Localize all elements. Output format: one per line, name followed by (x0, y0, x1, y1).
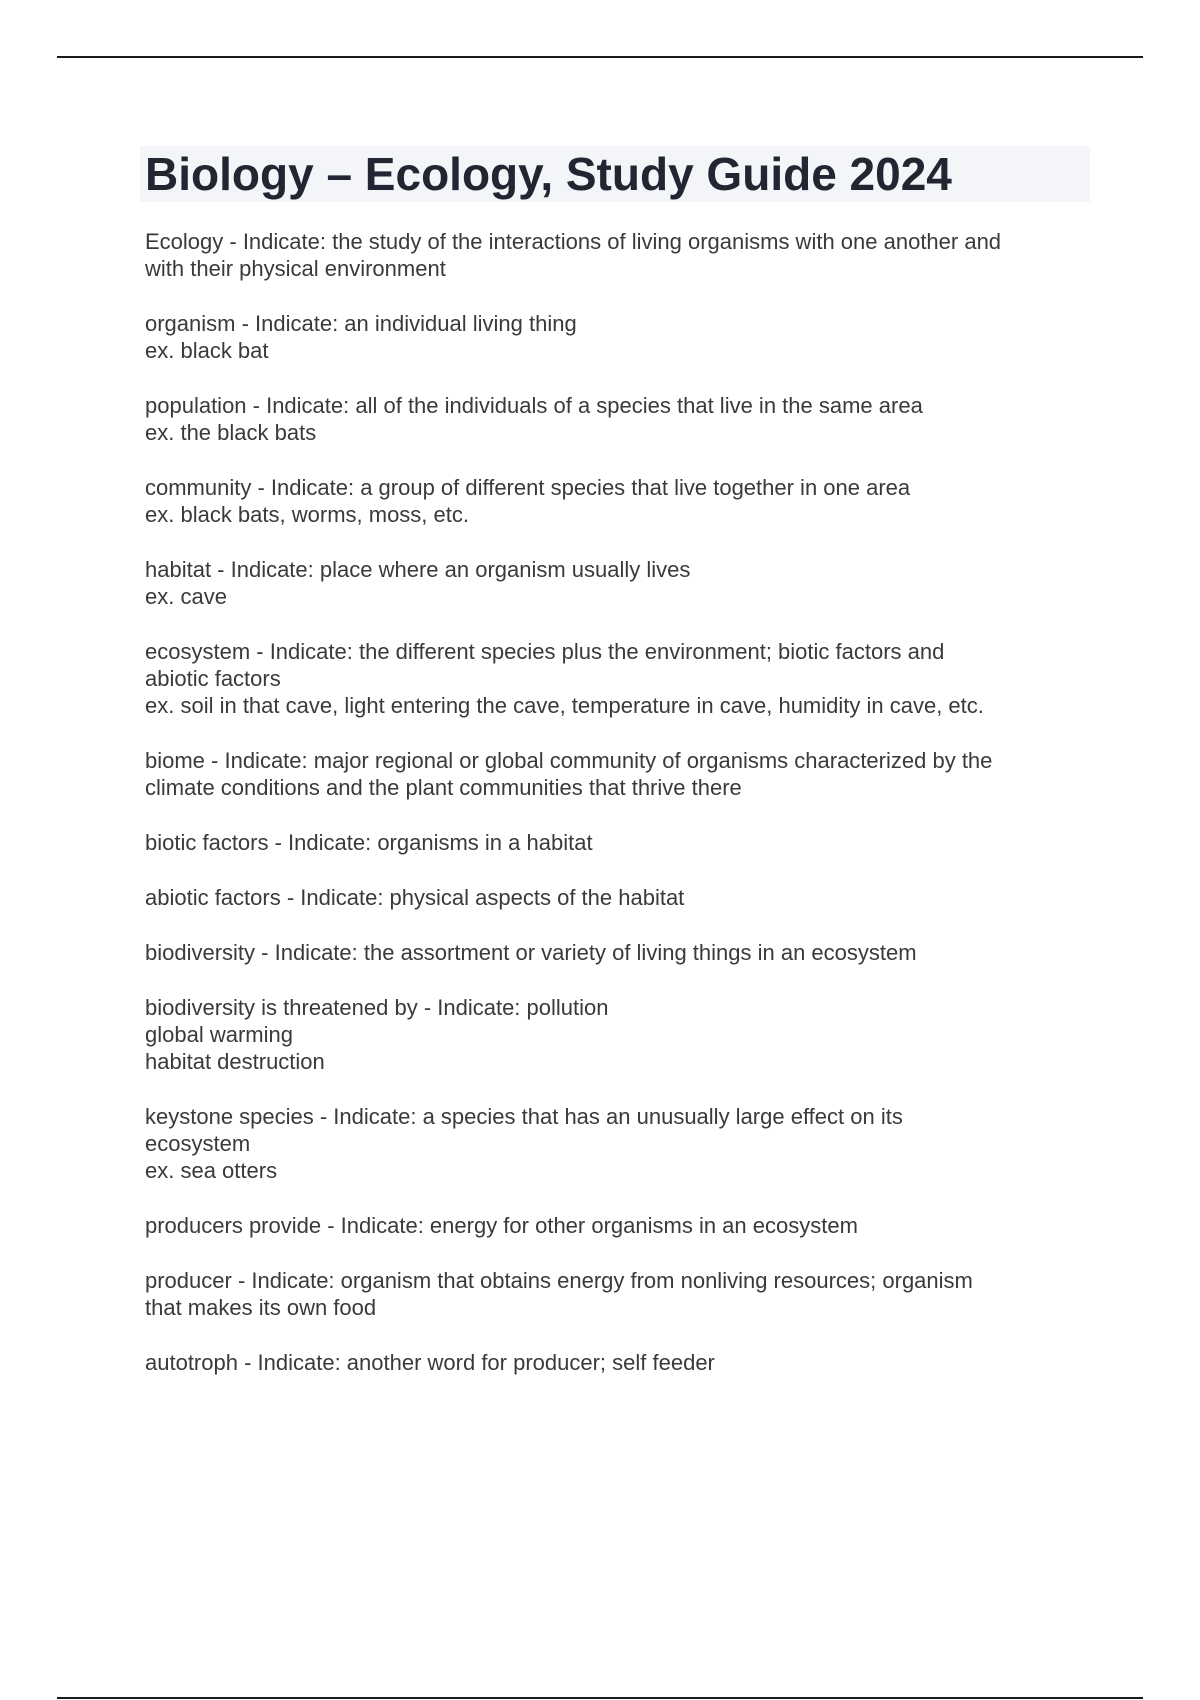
entry-line: habitat - Indicate: place where an organism usually lives (145, 557, 691, 582)
entry-line: ex. black bat (145, 338, 269, 363)
entry-line: that makes its own food (145, 1295, 377, 1320)
definition-entry (145, 1103, 1105, 1184)
entry-line: population - Indicate: all of the individuals of a species that live in the same area (145, 393, 923, 418)
entry-line: biotic factors - Indicate: organisms in a habitat (145, 830, 593, 855)
definition-list (145, 228, 1105, 1404)
definition-entry (145, 829, 1105, 856)
page-title: Biology – Ecology, Study Guide 2024 (145, 148, 952, 200)
definition-entry (145, 1212, 1105, 1239)
definition-entry (145, 994, 1105, 1075)
definition-entry (145, 310, 1105, 364)
entry-line: autotroph - Indicate: another word for producer; self feeder (145, 1350, 715, 1375)
entry-line: Ecology - Indicate: the study of the interactions of living organisms with one another and (145, 229, 1002, 254)
entry-line: organism - Indicate: an individual living thing (145, 311, 577, 336)
entry-line: ex. the black bats (145, 420, 317, 445)
entry-line: habitat destruction (145, 1049, 325, 1074)
entry-line: ex. cave (145, 584, 227, 609)
entry-line: ex. black bats, worms, moss, etc. (145, 502, 469, 527)
definition-entry (145, 1349, 1105, 1376)
entry-line: climate conditions and the plant communities that thrive there (145, 775, 742, 800)
definition-entry (145, 228, 1105, 282)
entry-line: global warming (145, 1022, 293, 1047)
definition-entry (145, 474, 1105, 528)
entry-line: biome - Indicate: major regional or global community of organisms characterized by the (145, 748, 993, 773)
entry-line: ecosystem (145, 1131, 251, 1156)
entry-line: abiotic factors - Indicate: physical aspects of the habitat (145, 885, 685, 910)
entry-line: producer - Indicate: organism that obtains energy from nonliving resources; organism (145, 1268, 973, 1293)
entry-line: ex. soil in that cave, light entering the cave, temperature in cave, humidity in cave, etc. (145, 693, 984, 718)
entry-line: abiotic factors (145, 666, 281, 691)
entry-line: with their physical environment (145, 256, 446, 281)
entry-line: biodiversity is threatened by - Indicate: pollution (145, 995, 609, 1020)
entry-line: biodiversity - Indicate: the assortment or variety of living things in an ecosystem (145, 940, 917, 965)
entry-line: keystone species - Indicate: a species that has an unusually large effect on its (145, 1104, 903, 1129)
entry-line: community - Indicate: a group of different species that live together in one area (145, 475, 911, 500)
bottom-divider (57, 1697, 1143, 1699)
definition-entry (145, 884, 1105, 911)
top-divider (57, 56, 1143, 58)
definition-entry (145, 1267, 1105, 1321)
entry-line: ex. sea otters (145, 1158, 278, 1183)
entry-line: ecosystem - Indicate: the different species plus the environment; biotic factors and (145, 639, 945, 664)
entry-line: producers provide - Indicate: energy for other organisms in an ecosystem (145, 1213, 858, 1238)
definition-entry (145, 392, 1105, 446)
definition-entry (145, 638, 1105, 719)
definition-entry (145, 747, 1105, 801)
definition-entry (145, 556, 1105, 610)
definition-entry (145, 939, 1105, 966)
